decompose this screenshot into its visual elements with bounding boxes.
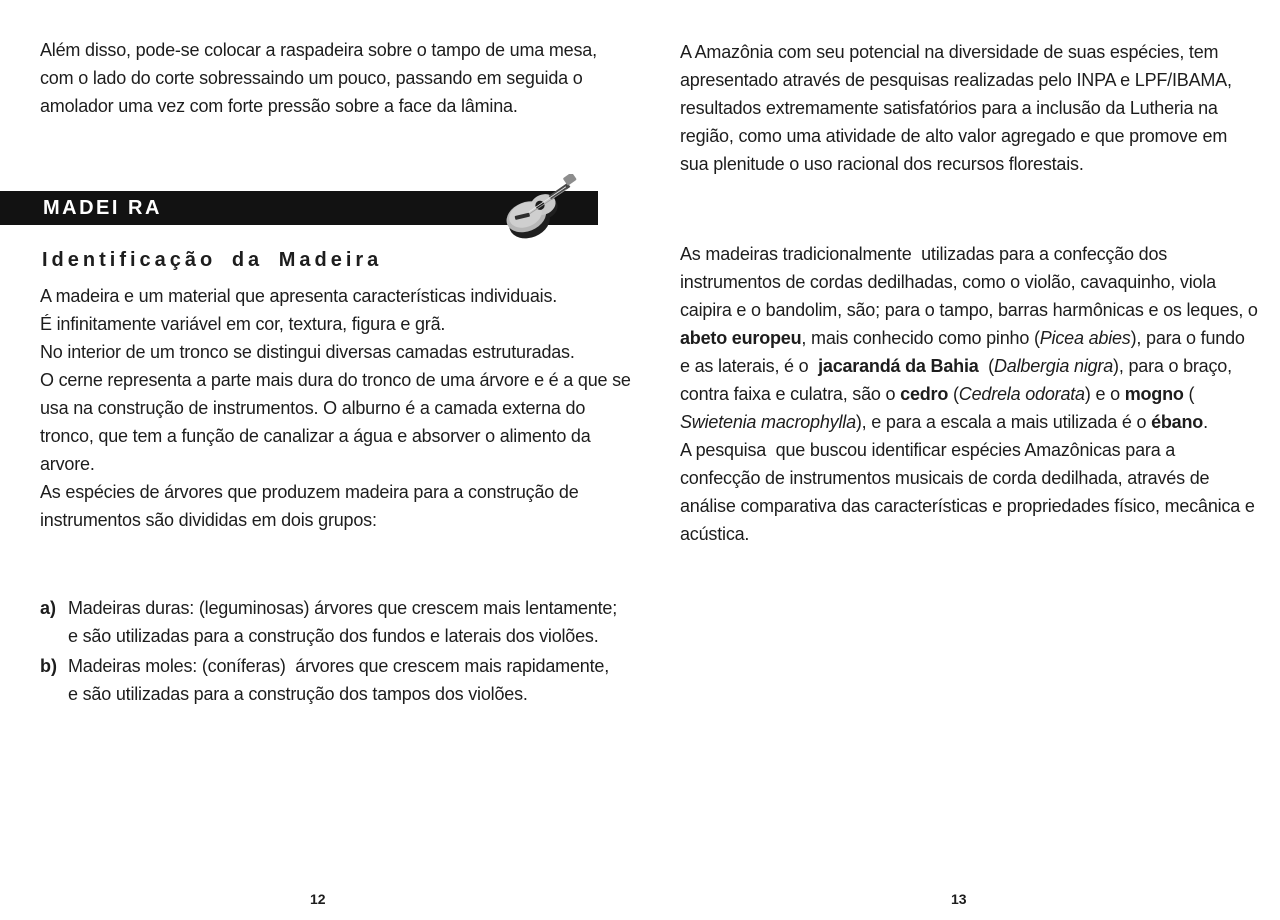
list-item-softwoods (40, 652, 618, 708)
body-paragraph: O cerne representa a parte mais dura do tronco de uma árvore e é a que se usa na construção de instrumentos. O alburno é a camada externa do tronco, que tem a função de canalizar a água e absorver o alimento da arvore. (40, 370, 636, 474)
wood-name-bold: ébano (1151, 412, 1204, 432)
wood-name-bold: jacarandá da Bahia (818, 356, 979, 376)
list-marker: b) (40, 656, 57, 676)
intro-paragraph: Além disso, pode-se colocar a raspadeira sobre o tampo de uma mesa, com o lado do corte sobressaindo um pouco, passando em seguida o amolador uma vez com forte pressão sobre a face da lâmina. (40, 40, 602, 116)
species-name-italic: Dalbergia nigra (993, 356, 1114, 376)
wood-name-bold: cedro (900, 384, 949, 404)
acoustic-guitar-icon (492, 174, 588, 242)
body-paragraph: As espécies de árvores que produzem madeira para a construção de instrumentos são divididas em dois grupos: (40, 482, 584, 530)
page-number-left: 12 (310, 891, 326, 907)
wood-name-bold: abeto europeu (680, 328, 802, 348)
species-name-italic: Cedrela odorata (958, 384, 1085, 404)
text-segment: ( (978, 356, 994, 376)
body-paragraph: A madeira e um material que apresenta características individuais. (40, 286, 558, 306)
list-item-hardwoods (40, 594, 622, 650)
species-name-italic: Swietenia macrophylla (680, 412, 856, 432)
text-segment: ), para o braço, contra faixa e culatra, são o (680, 356, 1237, 404)
text-segment: ( (948, 384, 959, 404)
research-paragraph: A pesquisa que buscou identificar espécies Amazônicas para a confecção de instrumentos musicais de corda dedilhada, através de análise comparativa das características e propriedades físico, mecânica e acústica. (680, 440, 1260, 544)
guitar-photo (492, 174, 588, 242)
body-paragraph: É infinitamente variável em cor, textura, figura e grã. (40, 314, 446, 334)
wood-name-bold: mogno (1124, 384, 1184, 404)
list-item-text: Madeiras moles: (coníferas) árvores que crescem mais rapidamente, e são utilizadas para a construção dos tampos dos violões. (68, 656, 614, 704)
text-segment: . (1203, 412, 1208, 432)
body-paragraph: No interior de um tronco se distingui diversas camadas estruturadas. (40, 342, 575, 362)
text-segment: As madeiras tradicionalmente utilizadas para a confecção dos instrumentos de cordas dedilhadas, como o violão, cavaquinho, viola caipira e o bandolim, são; para o tampo, barras harmônicas e os leques, o (680, 244, 1263, 320)
page-number-right: 13 (951, 891, 967, 907)
text-segment: , mais conhecido como pinho ( (801, 328, 1040, 348)
traditional-woods-paragraph (680, 240, 1263, 436)
traditional-woods-text (680, 240, 1263, 548)
text-segment: ), e para a escala a mais utilizada é o (855, 412, 1152, 432)
list-marker: a) (40, 598, 57, 618)
wood-groups-list (40, 594, 622, 710)
list-item-text: Madeiras duras: (leguminosas) árvores que crescem mais lentamente; e são utilizadas para a construção dos fundos e laterais dos violões. (68, 598, 622, 646)
amazonia-paragraph: A Amazônia com seu potencial na diversidade de suas espécies, tem apresentado através de pesquisas realizadas pelo INPA e LPF/IBAMA, resultados extremamente satisfatórios para a inclusão da Lutheria na região, como uma atividade de alto valor agregado e que promove em sua plenitude o uso racional dos recursos florestais. (680, 42, 1242, 174)
section-banner-label: MADEI RA (43, 197, 162, 219)
wood-identification-text (40, 282, 636, 534)
species-name-italic: Picea abies (1039, 328, 1131, 348)
section-heading: Identificação da Madeira (42, 249, 383, 271)
text-segment: ) e o (1084, 384, 1125, 404)
text-segment: ), para o fundo e as laterais, é o (680, 328, 1250, 376)
text-segment: ( (1183, 384, 1200, 404)
